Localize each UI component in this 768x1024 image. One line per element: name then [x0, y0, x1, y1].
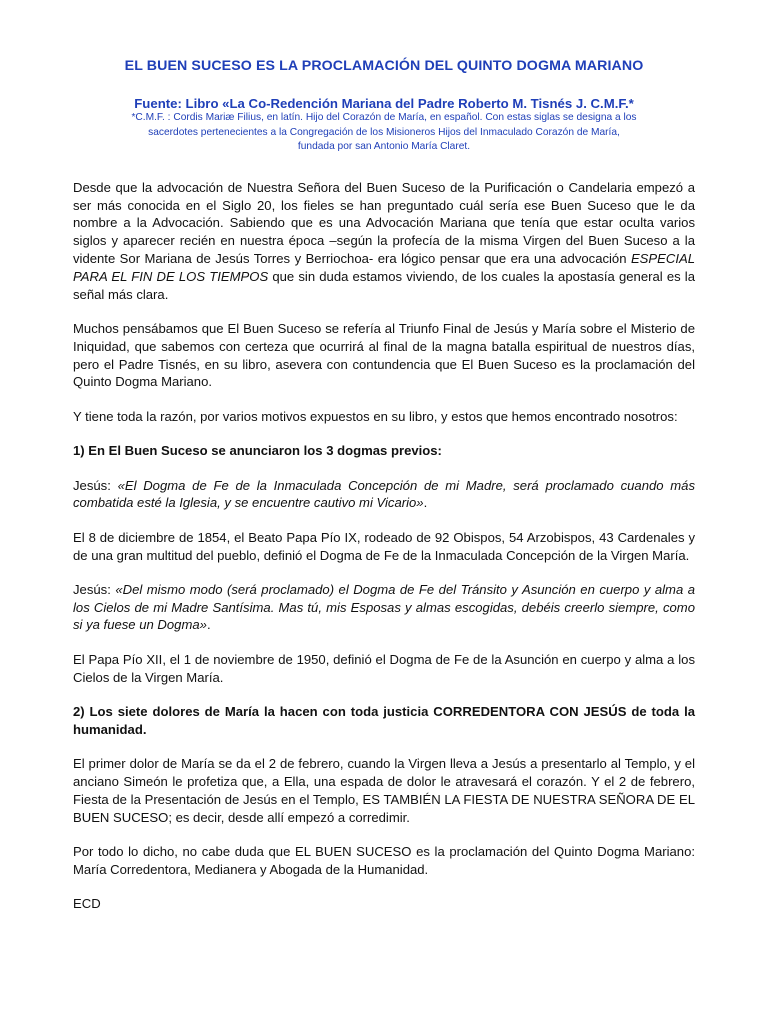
quote-1-text: «El Dogma de Fe de la Inmaculada Concepción de mi Madre, será proclamado cuando más combatida esté la Iglesia, y se encuentre cautivo mi Vicario» [73, 477, 695, 511]
paragraph-triumph: Muchos pensábamos que El Buen Suceso se refería al Triunfo Final de Jesús y María sobre el Misterio de Iniquidad, que sabemos con certeza que ocurrirá al final de la magna batalla espiritual de nuestros días, pero el Padre Tisnés, en su libro, asevera con contundencia que El Buen Suceso es la proclamación del Quinto Dogma Mariano. [73, 320, 695, 390]
source-line: Fuente: Libro «La Co-Redención Mariana del Padre Roberto M. Tisnés J. C.M.F.* [134, 96, 634, 111]
quote-2-text: «Del mismo modo (será proclamado) el Dogma de Fe del Tránsito y Asunción en cuerpo y alma a los Cielos de mi Madre Santísima. Mas tú, mis Esposas y almas escogidas, debéis creerlo siempre, como si ya fuese un Dogma» [73, 581, 696, 633]
signature: ECD [73, 896, 101, 912]
paragraph-conclusion: Por todo lo dicho, no cabe duda que EL BUEN SUCESO es la proclamación del Quinto Dogma Mariano: María Corredentora, Medianera y Abogada de la Humanidad. [73, 844, 695, 877]
intro-text-a: Desde que la advocación de Nuestra Señora del Buen Suceso de la Purificación o Candelaria empezó a ser más conocida en el Siglo 20, los fieles se han preguntado cuál sería ese Buen Suceso que le da nombre a la Advocación. Sabiendo que es una Advocación Mariana que tenía que estar oculta varios siglos y aparecer recién en nuestra época –según la profecía de la misma Virgen del Buen Suceso a la vidente Sor Mariana de Jesús Torres y Berriochoa- era lógico pensar que era una advocación [73, 179, 695, 266]
paragraph-reasons: Y tiene toda la razón, por varios motivos expuestos en su libro, y estos que hemos encontrado nosotros: [73, 408, 678, 424]
quote-assumption [73, 581, 695, 634]
intro-emphasis: ESPECIAL PARA EL FIN DE LOS TIEMPOS [73, 250, 695, 284]
paragraph-first-sorrow: El primer dolor de María se da el 2 de febrero, cuando la Virgen lleva a Jesús a presentarlo al Templo, y el anciano Simeón le profetiza que, a Ella, una espada de dolor le atravesará el corazón. Y el 2 de febrero, Fiesta de la Presentación de Jesús en el Templo, ES TAMBIÉN LA FIESTA DE NUESTRA SEÑORA DE EL BUEN SUCESO; es decir, desde allí empezó a corredimir. [73, 756, 695, 825]
heading-point-1: 1) En El Buen Suceso se anunciaron los 3 dogmas previos: [73, 443, 442, 459]
quote-1-speaker: Jesús: [73, 477, 118, 493]
quote-1-end: . [423, 495, 428, 511]
intro-text-c: que sin duda estamos viviendo, de los cuales la apostasía general es la señal más clara. [73, 268, 695, 302]
quote-2-speaker: Jesús: [73, 581, 116, 597]
document-title: EL BUEN SUCESO ES LA PROCLAMACIÓN DEL QUINTO DOGMA MARIANO [124, 58, 644, 74]
footnote-line-1: *C.M.F. : Cordis Mariæ Filius, en latín. Hijo del Corazón de María, en español. Con estas siglas se designa a los [131, 112, 637, 123]
paragraph-dogma-1950: El Papa Pío XII, el 1 de noviembre de 1950, definió el Dogma de Fe de la Asunción en cuerpo y alma a los Cielos de la Virgen María. [73, 651, 695, 685]
footnote-line-2: sacerdotes pertenecientes a la Congregación de los Misioneros Hijos del Inmaculado Corazón de María, [148, 126, 620, 138]
footnote-line-3: fundada por san Antonio María Claret. [297, 141, 471, 153]
quote-immaculate-conception [73, 477, 695, 513]
quote-2-end: . [206, 617, 211, 633]
source-block [73, 96, 695, 155]
paragraph-intro [73, 179, 695, 304]
heading-point-2: 2) Los siete dolores de María la hacen con toda justicia CORREDENTORA CON JESÚS de toda la humanidad. [73, 704, 695, 737]
source-footnote [73, 111, 695, 155]
paragraph-dogma-1854: El 8 de diciembre de 1854, el Beato Papa Pío IX, rodeado de 92 Obispos, 54 Arzobispos, 43 Cardenales y de una gran multitud del pueblo, definió el Dogma de Fe de la Inmaculada Concepción de la Virgen María. [73, 529, 695, 563]
